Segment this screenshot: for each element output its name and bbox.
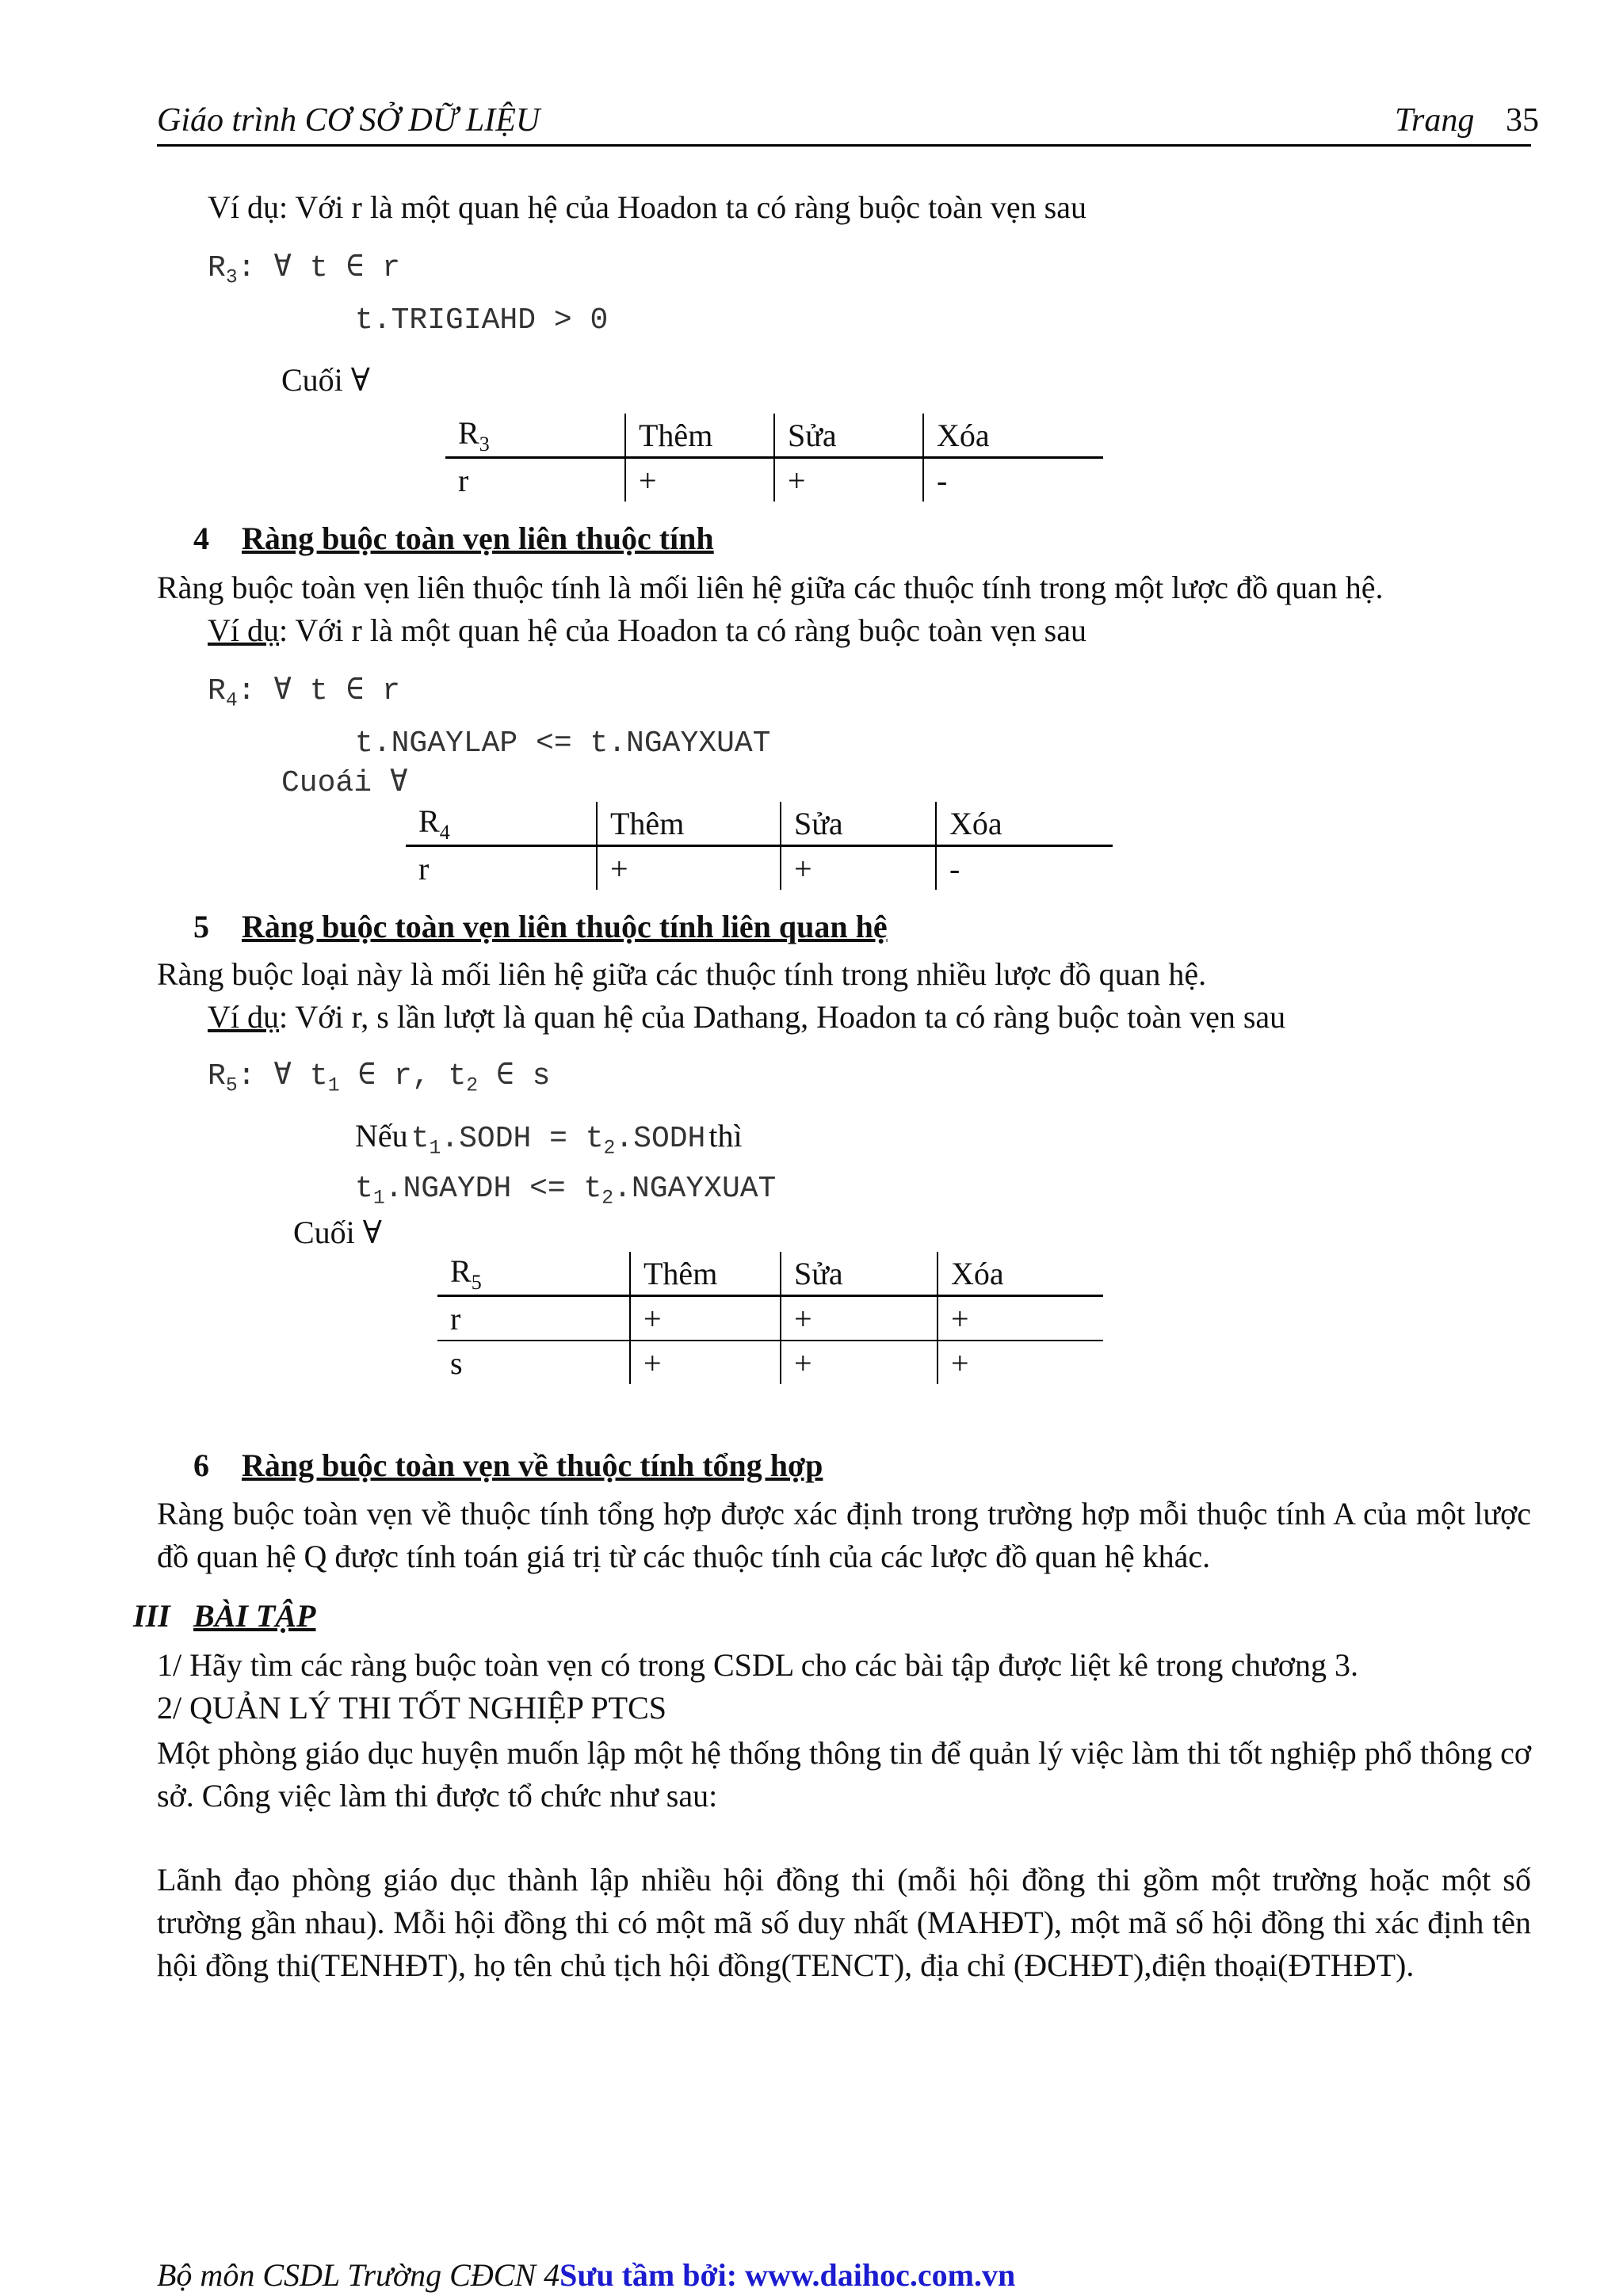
table-cell: + — [630, 1296, 781, 1341]
sec6-desc: Ràng buộc toàn vẹn về thuộc tính tổng hợp được xác định trong trường hợp mỗi thuộc tính A của một lược đồ quan hệ Q được tính toán giá trị từ các thuộc tính của các lược đồ quan hệ khác. — [157, 1496, 1531, 1574]
table-row — [406, 846, 1113, 891]
exercise-2-para1: Một phòng giáo dục huyện muốn lập một hệ thống thông tin để quản lý việc làm thi tốt nghiệp phổ thông cơ sở. Công việc làm thi được tổ chức như sau: — [157, 1735, 1531, 1814]
table-row — [437, 1341, 1103, 1384]
table-row — [437, 1296, 1103, 1341]
sec4-number: 4 — [193, 521, 209, 556]
ex3-condition: t.TRIGIAHD > 0 — [355, 303, 609, 338]
ex3-rule: $R_3$: ∀ t ∈ r — [208, 251, 401, 289]
ex3-end: Cuối ∀ — [281, 362, 370, 398]
table-header-relation: $R_5$ — [437, 1252, 630, 1296]
sec5-title: Ràng buộc toàn vẹn liên thuộc tính liên quan hệ — [242, 909, 888, 944]
sec6-title: Ràng buộc toàn vẹn về thuộc tính tổng hợp — [242, 1447, 823, 1483]
sec4-condition: t.NGAYLAP <= t.NGAYXUAT — [355, 727, 771, 761]
table-header-insert: Thêm — [597, 802, 781, 846]
exercise-2-title: 2/ QUẢN LÝ THI TỐT NGHIỆP PTCS — [157, 1690, 666, 1726]
table-cell: - — [923, 458, 1103, 502]
table-cell: - — [936, 846, 1113, 891]
footer — [157, 2256, 1015, 2294]
header-page-number: 35 — [1506, 102, 1539, 139]
table-header-relation: $R_3$ — [445, 414, 625, 458]
table-cell: s — [450, 1344, 463, 1381]
footer-credit-link[interactable]: Sưu tầm bởi: www.daihoc.com.vn — [559, 2257, 1016, 2293]
table-cell: r — [418, 850, 430, 887]
sec3-number: III — [133, 1598, 170, 1634]
sec3-title: BÀI TẬP — [193, 1598, 316, 1634]
table-header-update: Sửa — [774, 414, 923, 458]
sec5-desc: Ràng buộc loại này là mối liên hệ giữa các thuộc tính trong nhiều lược đồ quan hệ. — [157, 956, 1207, 992]
exercise-1: 1/ Hãy tìm các ràng buộc toàn vẹn có trong CSDL cho các bài tập được liệt kê trong chương 3. — [157, 1647, 1358, 1683]
sec4-example: Ví dụ: Với r là một quan hệ của Hoadon ta có ràng buộc toàn vẹn sau — [208, 612, 1087, 648]
table-row — [445, 458, 1103, 502]
ex3-table — [445, 414, 1103, 502]
sec5-table — [437, 1252, 1103, 1384]
ex3-intro: Ví dụ: Với r là một quan hệ của Hoadon ta có ràng buộc toàn vẹn sau — [208, 189, 1087, 225]
table-header-delete: Xóa — [936, 802, 1113, 846]
header-rule — [157, 144, 1531, 147]
sec5-rule: $R_5$: ∀ $t_1$ ∈ r, $t_2$ ∈ s — [208, 1059, 551, 1097]
sec4-title: Ràng buộc toàn vẹn liên thuộc tính — [242, 521, 714, 556]
table-header-update: Sửa — [781, 802, 936, 846]
sec5-example: Ví dụ: Với r, s lần lượt là quan hệ của Dathang, Hoadon ta có ràng buộc toàn vẹn sau — [208, 999, 1286, 1035]
table-cell: r — [437, 1296, 630, 1341]
table-header-insert: Thêm — [630, 1252, 781, 1296]
exercise-2-para2: Lãnh đạo phòng giáo dục thành lập nhiều hội đồng thi (mỗi hội đồng thi gồm một trường hoặc một số trường gần nhau). Mỗi hội đồng thi có một mã số duy nhất (MAHĐT), một mã số hội đồng thi xác định tên hội đồng thi(TENHĐT), họ tên chủ tịch hội đồng(TENCT), địa chỉ (ĐCHĐT),điện thoại(ĐTHĐT). — [157, 1862, 1531, 1983]
table-cell: + — [630, 1341, 781, 1384]
sec5-if-line: Nếu $t_1.SODH$ = $t_2.SODH$ thì — [355, 1118, 743, 1160]
header-page-label: Trang — [1395, 102, 1475, 139]
table-header-delete: Xóa — [923, 414, 1103, 458]
table-cell: + — [774, 458, 923, 502]
sec4-end: Cuoái ∀ — [281, 766, 408, 800]
footer-left: Bộ môn CSDL Trường CĐCN 4 — [157, 2257, 560, 2293]
table-cell: r — [458, 462, 469, 498]
table-cell: + — [625, 458, 774, 502]
sec5-condition: $t_1.NGAYDH$ <= $t_2.NGAYXUAT$ — [355, 1172, 777, 1210]
table-header-relation: $R_4$ — [406, 802, 597, 846]
sec5-end: Cuối ∀ — [293, 1215, 382, 1250]
table-cell: + — [938, 1341, 1103, 1384]
sec4-table — [406, 802, 1113, 890]
sec4-desc: Ràng buộc toàn vẹn liên thuộc tính là mối liên hệ giữa các thuộc tính trong một lược đồ quan hệ. — [157, 570, 1384, 605]
table-header-delete: Xóa — [938, 1252, 1103, 1296]
table-cell: + — [597, 846, 781, 891]
table-header-update: Sửa — [781, 1252, 938, 1296]
table-cell: + — [781, 1341, 938, 1384]
table-cell: + — [938, 1296, 1103, 1341]
sec4-rule: $R_4$: ∀ t ∈ r — [208, 674, 401, 712]
sec6-number: 6 — [193, 1447, 209, 1483]
sec5-number: 5 — [193, 909, 209, 944]
header-title: Giáo trình CƠ SỞ DỮ LIỆU — [157, 102, 540, 139]
table-cell: + — [781, 1296, 938, 1341]
table-header-insert: Thêm — [625, 414, 774, 458]
table-cell: + — [781, 846, 936, 891]
